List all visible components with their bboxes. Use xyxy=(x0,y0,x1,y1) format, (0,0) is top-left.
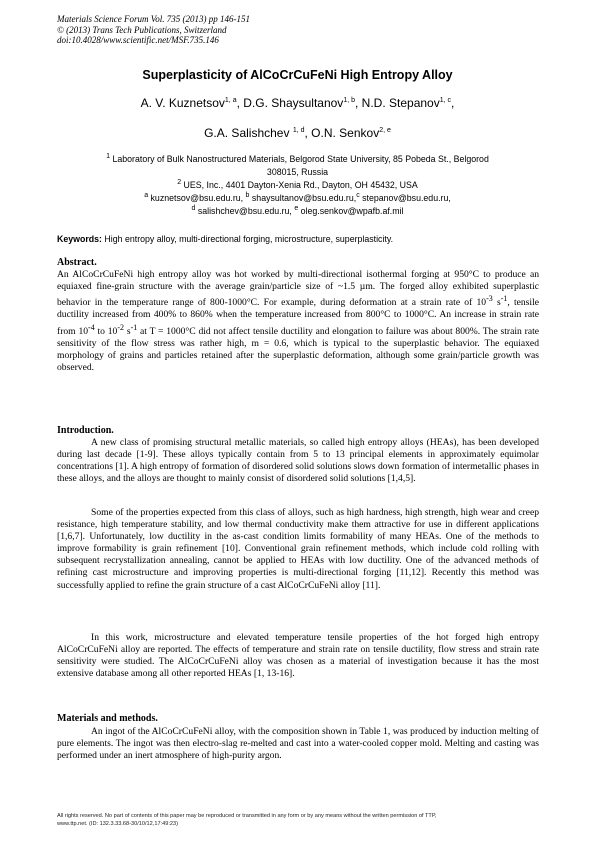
keywords-label: Keywords: xyxy=(57,234,102,244)
email-text: stepanov@bsu.edu.ru, xyxy=(359,193,451,203)
email-mark: b xyxy=(245,192,250,200)
journal-header xyxy=(57,14,357,46)
paper-title: Superplasticity of AlCoCrCuFeNi High Entropy Alloy xyxy=(142,68,453,82)
author-line-2 xyxy=(0,126,595,140)
exponent: -1 xyxy=(500,294,508,304)
abstract-text: s xyxy=(124,325,131,337)
email-line-2 xyxy=(50,205,545,218)
methods-heading: Materials and methods. xyxy=(57,713,158,724)
abstract-text: , tensile ductility increased from 400% to 860% when the temperature increased from 800°C to 1000°C. An increase in strain rate from 10 xyxy=(57,297,540,337)
doi-line: doi:10.4028/www.scientific.net/MSF.735.146 xyxy=(57,35,219,45)
introduction-paragraph-3: In this work, microstructure and elevated temperature tensile properties of the hot forged high entropy AlCoCrCuFeNi alloy are reported. The effects of temperature and strain rate on tensile ductility, flow stress and strain rate sensitivity were studied. The AlCoCrCuFeNi alloy was chosen as a material of investigation because it has the most extensive database among all other reported HEAs [1, 13-16]. xyxy=(57,632,539,680)
email-text: kuznetsov@bsu.edu.ru, xyxy=(148,193,246,203)
affiliation-1 xyxy=(50,153,545,178)
introduction-paragraph-1: A new class of promising structural metallic materials, so called high entropy alloys (HEAs), has been developed during last decade [1-9]. These alloys typically contain from 5 to 13 principal elements in approximately equimolar concentrations [1]. A high entropy of formation of disordered solid solutions slows down formation of intermetallic phases in these alloys, and the alloys are thought to mainly consist of disordered solid solutions [1,4,5]. xyxy=(57,437,539,485)
author-name: , N.D. Stepanov xyxy=(355,96,440,110)
email-mark: d xyxy=(191,205,196,213)
author-line-1 xyxy=(0,96,595,110)
affiliation-text: 308015, Russia xyxy=(266,166,329,177)
affiliation-text: Laboratory of Bulk Nanostructured Materials, Belgorod State University, 85 Pobeda St., Belgorod xyxy=(110,154,489,164)
copyright-line: © (2013) Trans Tech Publications, Switzerland xyxy=(57,24,227,35)
exponent: -1 xyxy=(130,322,138,332)
abstract-paragraph xyxy=(57,269,539,374)
author-affiliation-mark: 2, e xyxy=(379,127,391,134)
email-line-1 xyxy=(50,192,545,205)
author-affiliation-mark: 1, c xyxy=(439,97,452,104)
abstract-text: s xyxy=(492,297,501,309)
exponent: -2 xyxy=(117,322,125,332)
methods-paragraph-1: An ingot of the AlCoCrCuFeNi alloy, with the composition shown in Table 1, was produced by induction melting of pure elements. The ingot was then electro-slag re-melted and cast into a water-cooled copper mold. Melting and casting was performed under an inert atmosphere of high-purity argon. xyxy=(57,726,539,762)
abstract-text: An AlCoCrCuFeNi high entropy alloy was hot worked by multi-directional isothermal forging at 950°C to produce an equiaxed fine-grain structure with the average grain/particle size of ~1.5 µm. The forged alloy exhibited superplastic behavior in the temperature range of 800-1000°C. For example, during deformation at a strain rate of 10 xyxy=(57,269,539,309)
journal-citation: Materials Science Forum Vol. 735 (2013) pp 146-151 xyxy=(57,14,250,24)
author-separator: , xyxy=(451,96,455,110)
author-affiliation-mark: 1, a xyxy=(224,97,237,104)
footer-rights: All rights reserved. No part of contents of this paper may be reproduced or transmitted in any form or by any means without the written permission of TTP, xyxy=(57,813,437,819)
affiliation-2 xyxy=(50,179,545,192)
introduction-heading: Introduction. xyxy=(57,425,114,436)
introduction-paragraph-2: Some of the properties expected from this class of alloys, such as high hardness, high strength, high wear and creep resistance, high temperature stability, and low thermal conductivity make them attractive for use in different applications [1,6,7]. Unfortunately, low ductility in the as-cast condition limits formability of many HEAs. One of the methods to improve formability is grain refinement [10]. Conventional grain refinement methods, which include cold rolling with subsequent recrystallization annealing, cannot be applied to HEAs with low ductility. One of the advanced methods of refining cast microstructure and improving properties is multi-directional forging [11,12]. Recently this method was successfully applied to refine the grain structure of a cast AlCoCrCuFeNi alloy [11]. xyxy=(57,507,539,591)
copyright-footer xyxy=(57,813,547,828)
email-text: shaysultanov@bsu.edu.ru, xyxy=(249,193,357,203)
keywords xyxy=(57,234,557,244)
author-affiliation-mark: 1, d xyxy=(292,127,305,134)
footer-id: www.ttp.net. (ID: 132.3.33.68-30/10/12,17:49:23) xyxy=(57,820,178,827)
abstract-text: at T = 1000°C did not affect tensile ductility and elongation to failure was about 800%. The strain rate sensitivity of the flow stress was rather high, m = 0.6, which is typical to the superplastic behavior. The equiaxed morphology of grains and particles retained after the superplastic deformation, although some grain/particle growth was observed. xyxy=(57,325,539,374)
exponent: -3 xyxy=(486,294,493,304)
affiliation-mark: 2 xyxy=(177,179,182,187)
author-name: G.A. Salishchev xyxy=(204,126,293,140)
email-mark: a xyxy=(144,192,149,200)
abstract-text: to 10 xyxy=(94,325,118,337)
affiliation-text: UES, Inc., 4401 Dayton-Xenia Rd., Dayton, OH 45432, USA xyxy=(181,180,418,190)
email-mark: c xyxy=(356,192,360,200)
abstract-heading: Abstract. xyxy=(57,257,97,268)
email-text: salishchev@bsu.edu.ru, xyxy=(195,206,295,216)
exponent: -4 xyxy=(88,322,95,332)
author-affiliation-mark: 1, b xyxy=(343,97,355,104)
author-name: A. V. Kuznetsov xyxy=(140,96,225,110)
affiliation-mark: 1 xyxy=(106,153,111,161)
email-text: oleg.senkov@wpafb.af.mil xyxy=(298,206,404,216)
email-mark: e xyxy=(294,205,299,213)
author-name: , O.N. Senkov xyxy=(304,126,380,140)
keywords-text: High entropy alloy, multi-directional forging, microstructure, superplasticity. xyxy=(101,234,394,244)
author-name: , D.G. Shaysultanov xyxy=(236,96,344,110)
